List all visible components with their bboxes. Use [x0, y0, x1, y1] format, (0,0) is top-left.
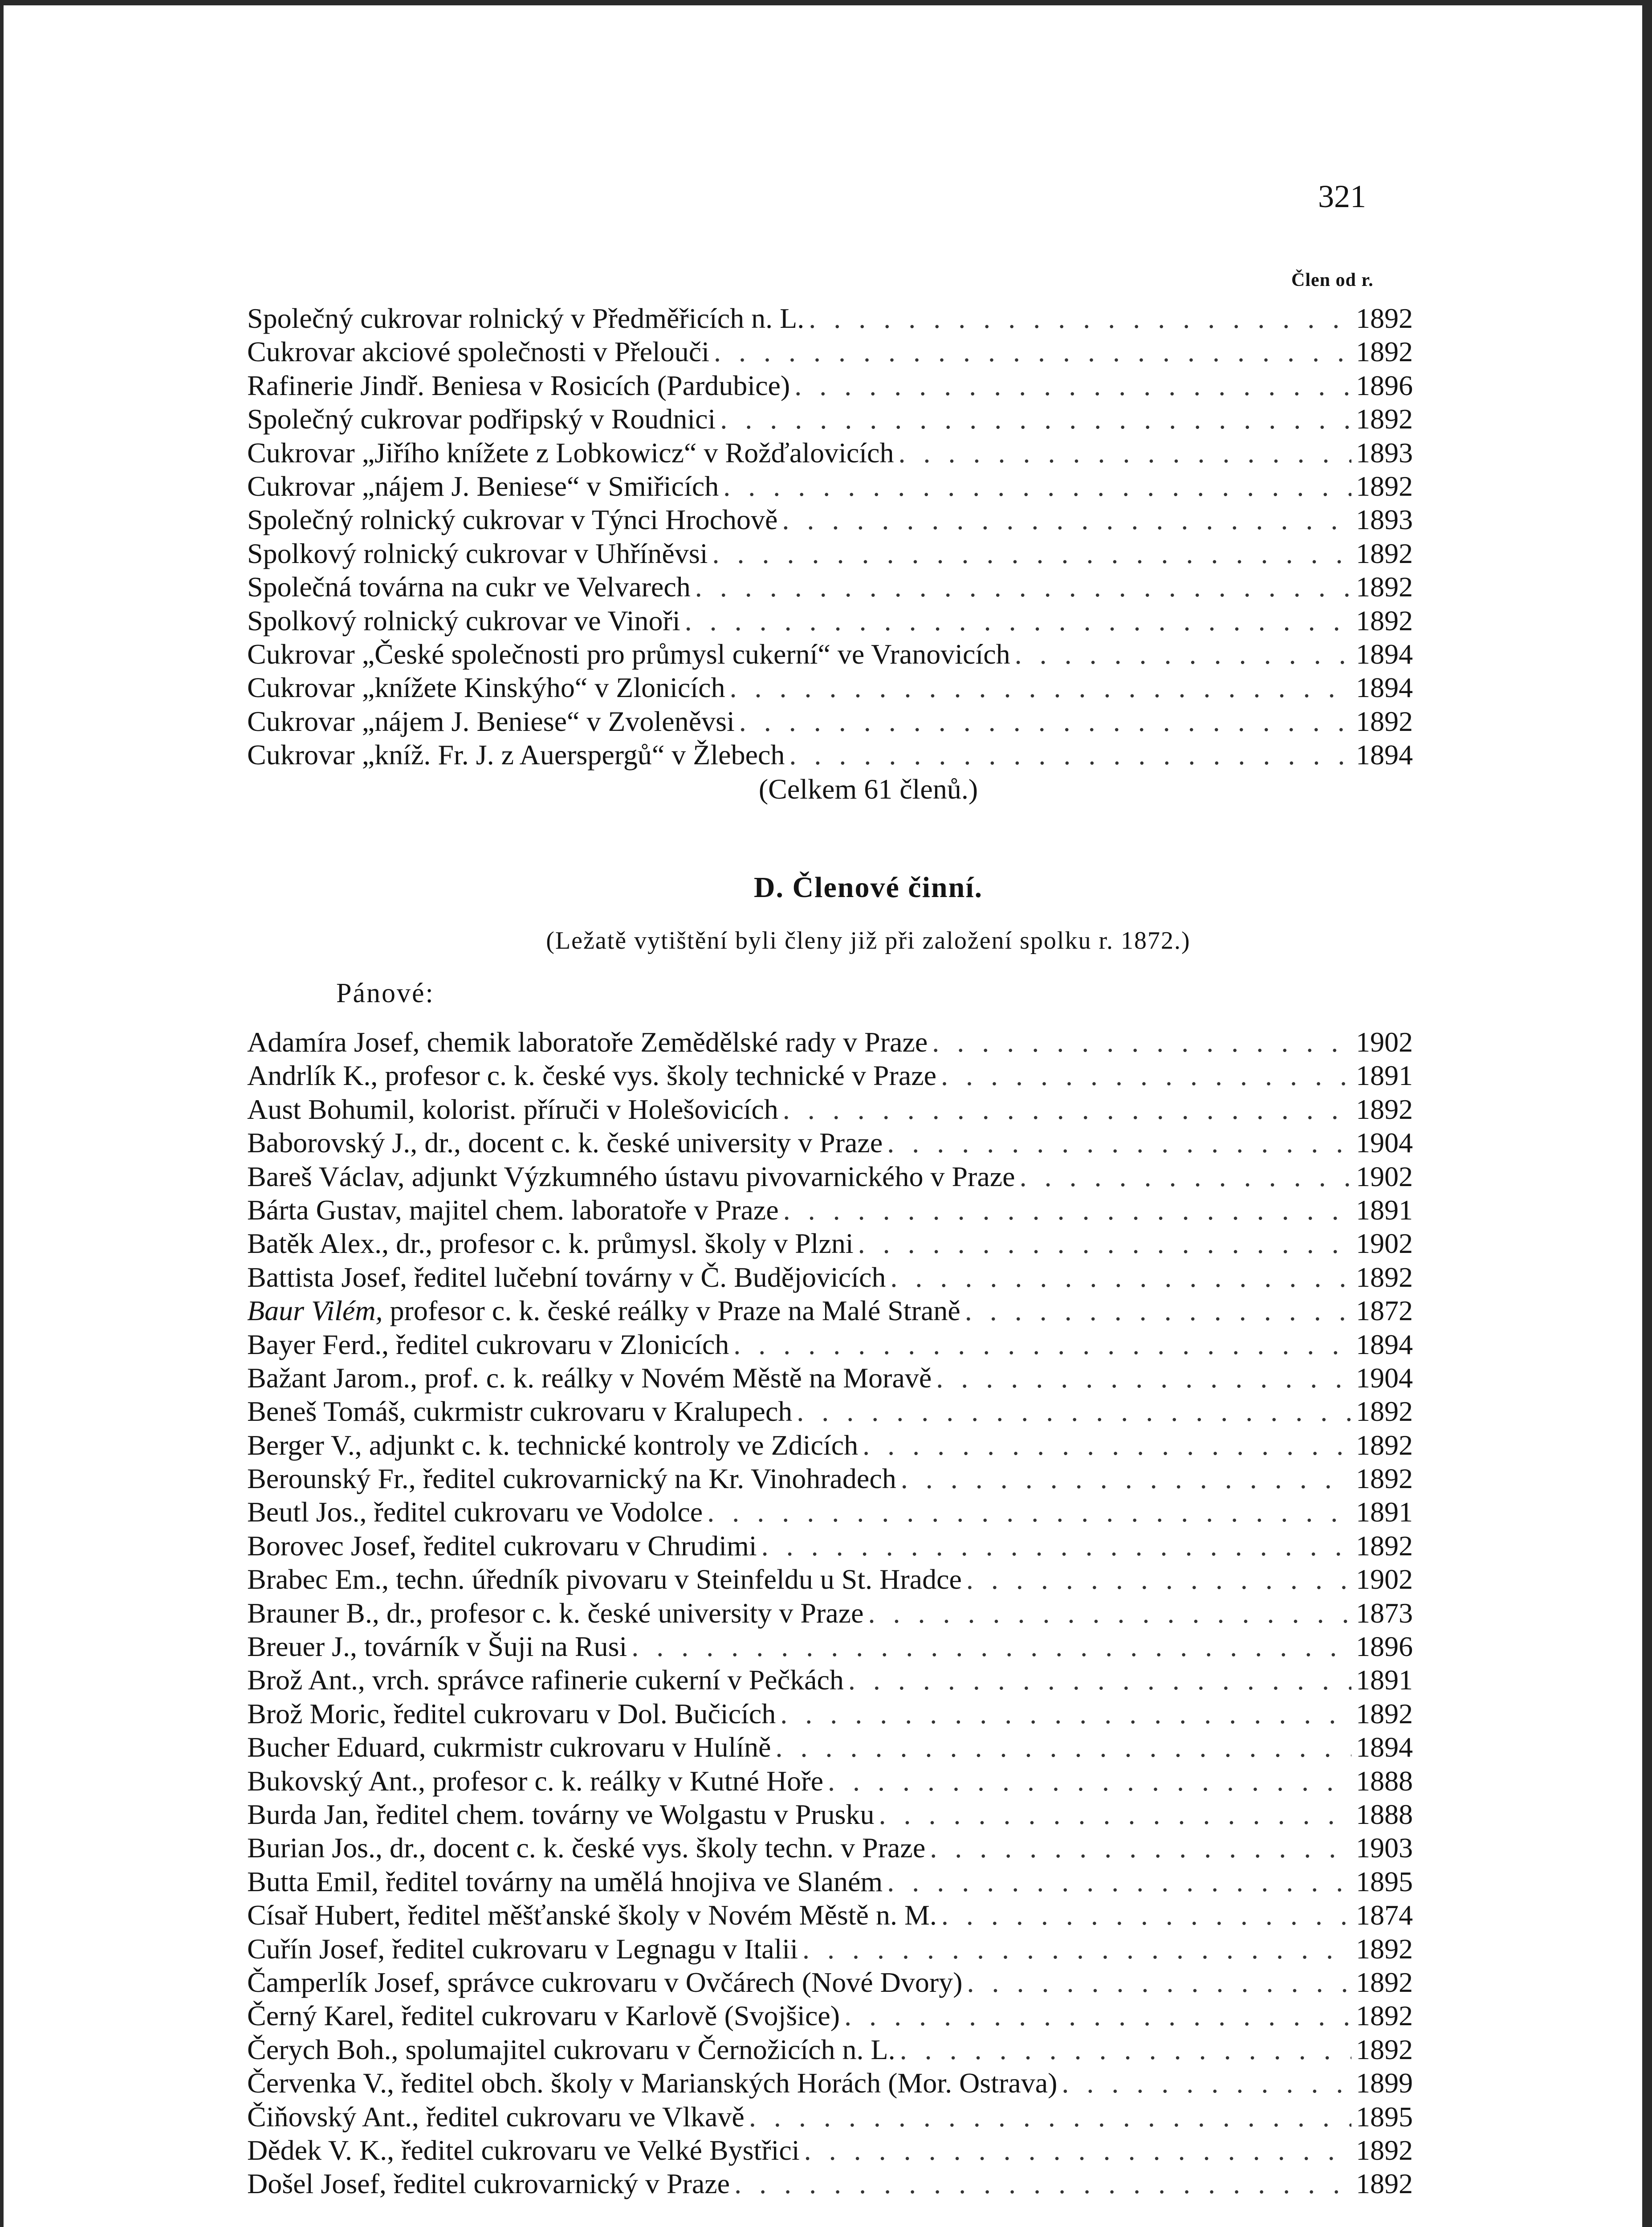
- firm-entry: [247, 738, 1413, 771]
- firm-entry: [247, 402, 1413, 436]
- active-members-list: [247, 1025, 1413, 2201]
- leader-dots: [930, 1831, 1351, 1864]
- entry-year: 1892: [1356, 537, 1413, 569]
- entry-name: Brauner B., dr., profesor c. k. české university v Praze: [247, 1597, 864, 1629]
- entry-year: 1895: [1356, 2101, 1413, 2133]
- leader-dots: [733, 1328, 1351, 1361]
- member-entry: [247, 1093, 1413, 1126]
- entry-year: 1892: [1356, 2000, 1413, 2032]
- entry-year: 1891: [1356, 1060, 1413, 1092]
- leader-dots: [712, 537, 1352, 570]
- member-entry: [247, 1160, 1413, 1193]
- salutation: Pánové:: [336, 978, 435, 1008]
- entry-year: 1894: [1356, 1328, 1413, 1360]
- entry-year: 1892: [1356, 1933, 1413, 1965]
- leader-dots: [966, 1562, 1351, 1596]
- entry-name: Dědek V. K., ředitel cukrovaru ve Velké Bystřici: [247, 2134, 800, 2166]
- leader-dots: [797, 1395, 1351, 1428]
- firm-entry: [247, 604, 1413, 637]
- leader-dots: [844, 1999, 1351, 2032]
- entry-name: Baborovský J., dr., docent c. k. české university v Praze: [247, 1127, 883, 1159]
- entry-year: 1892: [1356, 705, 1413, 737]
- entry-year: 1904: [1356, 1127, 1413, 1159]
- member-entry: [247, 1328, 1413, 1361]
- entry-name: Společný cukrovar podřipský v Roudnici: [247, 403, 716, 435]
- entry-name: Společný cukrovar rolnický v Předměřicích n. L.: [247, 302, 805, 334]
- entry-name: Bárta Gustav, majitel chem. laboratoře v Praze: [247, 1194, 779, 1226]
- entry-name: Brož Moric, ředitel cukrovaru v Dol. Bučicích: [247, 1697, 776, 1729]
- entry-name: Borovec Josef, ředitel cukrovaru v Chrudimi: [247, 1530, 757, 1562]
- member-entry: [247, 1227, 1413, 1260]
- firm-entry: [247, 335, 1413, 368]
- leader-dots: [848, 1663, 1351, 1697]
- leader-dots: [794, 369, 1351, 402]
- leader-dots: [1062, 2066, 1351, 2100]
- entry-year: 1892: [1356, 2134, 1413, 2166]
- entry-year: 1894: [1356, 739, 1413, 771]
- firm-entry: [247, 503, 1413, 536]
- section-title: D. Členové činní.: [753, 871, 983, 904]
- entry-name: Cuřín Josef, ředitel cukrovaru v Legnagu v Italii: [247, 1933, 798, 1965]
- member-entry: [247, 2100, 1413, 2133]
- member-entry: [247, 1831, 1413, 1864]
- entry-year: 1896: [1356, 1631, 1413, 1663]
- leader-dots: [1020, 1160, 1351, 1193]
- section-note: (Ležatě vytištění byli členy již při založení spolku r. 1872.): [546, 927, 1191, 954]
- entry-year: 1892: [1356, 1697, 1413, 1729]
- member-entry: [247, 1865, 1413, 1898]
- entry-name: Došel Josef, ředitel cukrovarnický v Praze: [247, 2168, 730, 2200]
- entry-name: Spolkový rolnický cukrovar v Uhříněvsi: [247, 537, 708, 569]
- scan-edge-top: [0, 0, 1652, 5]
- entry-name-italic: Baur Vilém,: [247, 1295, 383, 1327]
- leader-dots: [967, 1966, 1352, 1999]
- member-entry: [247, 1663, 1413, 1697]
- member-entry: [247, 1462, 1413, 1495]
- entry-name: Čamperlík Josef, správce cukrovaru v Ovčárech (Nové Dvory): [247, 1966, 963, 1998]
- entry-name: Bareš Václav, adjunkt Výzkumného ústavu pivovarnického v Praze: [247, 1160, 1015, 1192]
- firm-entry: [247, 436, 1413, 469]
- leader-dots: [780, 1697, 1351, 1730]
- leader-dots: [729, 671, 1351, 704]
- member-entry: [247, 1798, 1413, 1831]
- member-entry: [247, 1966, 1413, 1999]
- leader-dots: [734, 2167, 1351, 2200]
- leader-dots: [707, 1495, 1351, 1529]
- page-number: 321: [1318, 179, 1366, 214]
- member-entry: [247, 1294, 1413, 1327]
- entry-year: 1872: [1356, 1295, 1413, 1327]
- leader-dots: [783, 1193, 1351, 1227]
- entry-name: Císař Hubert, ředitel měšťanské školy v Novém Městě n. M.: [247, 1899, 937, 1931]
- entry-name: Spolkový rolnický cukrovar ve Vinoři: [247, 604, 680, 636]
- leader-dots: [739, 705, 1351, 738]
- leader-dots: [863, 1428, 1351, 1462]
- leader-dots: [932, 1025, 1351, 1059]
- member-entry: [247, 1361, 1413, 1395]
- leader-dots: [965, 1294, 1351, 1327]
- entry-year: 1904: [1356, 1362, 1413, 1394]
- leader-dots: [749, 2100, 1351, 2133]
- entry-year: 1892: [1356, 470, 1413, 502]
- entry-name: Červenka V., ředitel obch. školy v Marianských Horách (Mor. Ostrava): [247, 2067, 1058, 2099]
- leader-dots: [936, 1361, 1351, 1395]
- entry-name: Bayer Ferd., ředitel cukrovaru v Zlonicích: [247, 1328, 729, 1360]
- entry-name: Burian Jos., dr., docent c. k. české vys. školy techn. v Praze: [247, 1832, 926, 1864]
- leader-dots: [901, 1462, 1351, 1495]
- entry-name: Černý Karel, ředitel cukrovaru v Karlově (Svojšice): [247, 2000, 840, 2032]
- entry-year: 1891: [1356, 1194, 1413, 1226]
- leader-dots: [898, 436, 1351, 469]
- entry-year: 1892: [1356, 1966, 1413, 1998]
- entry-year: 1902: [1356, 1026, 1413, 1058]
- entry-name-rest: profesor c. k. české reálky v Praze na Malé Straně: [382, 1295, 960, 1327]
- entry-year: 1892: [1356, 2033, 1413, 2065]
- entry-name: Berger V., adjunkt c. k. technické kontroly ve Zdicích: [247, 1429, 859, 1461]
- entry-year: 1899: [1356, 2067, 1413, 2099]
- member-entry: [247, 1999, 1413, 2032]
- member-entry: [247, 2167, 1413, 2200]
- entry-name: Cukrovar „kníž. Fr. J. z Auerspergů“ v Žlebech: [247, 739, 785, 771]
- entry-name: Beneš Tomáš, cukrmistr cukrovaru v Kralupech: [247, 1395, 793, 1428]
- member-entry: [247, 1562, 1413, 1596]
- firm-entry: [247, 369, 1413, 402]
- entry-name: Brabec Em., techn. úředník pivovaru v Steinfeldu u St. Hradce: [247, 1563, 962, 1595]
- entry-year: 1892: [1356, 571, 1413, 603]
- entry-name: Cukrovar „nájem J. Beniese“ v Smiřicích: [247, 470, 719, 502]
- entry-name: Cukrovar akciové společnosti v Přelouči: [247, 336, 709, 368]
- entry-name: Bukovský Ant., profesor c. k. reálky v Kutné Hoře: [247, 1765, 823, 1797]
- firm-entry: [247, 671, 1413, 704]
- member-entry: [247, 2066, 1413, 2100]
- entry-name: Aust Bohumil, kolorist. příruči v Holešovicích: [247, 1093, 778, 1125]
- member-entry: [247, 1630, 1413, 1663]
- firm-entry: [247, 302, 1413, 335]
- entry-year: 1891: [1356, 1664, 1413, 1696]
- entry-name: Cukrovar „Jiřího knížete z Lobkowicz“ v Rožďalovicích: [247, 436, 894, 469]
- entry-name: Bažant Jarom., prof. c. k. reálky v Novém Městě na Moravě: [247, 1362, 932, 1394]
- leader-dots: [868, 1596, 1351, 1630]
- entry-year: 1892: [1356, 604, 1413, 636]
- leader-dots: [720, 402, 1351, 436]
- leader-dots: [714, 335, 1351, 368]
- firm-entry: [247, 637, 1413, 671]
- entry-name: Adamíra Josef, chemik laboratoře Zemědělské rady v Praze: [247, 1026, 928, 1058]
- entry-name: Bucher Eduard, cukrmistr cukrovaru v Hulíně: [247, 1731, 771, 1763]
- firms-total: (Celkem 61 členů.): [758, 773, 978, 805]
- entry-year: 1892: [1356, 1429, 1413, 1461]
- entry-name: Butta Emil, ředitel továrny na umělá hnojiva ve Slaném: [247, 1865, 883, 1897]
- leader-dots: [761, 1529, 1351, 1562]
- firm-entry: [247, 570, 1413, 604]
- entry-year: 1895: [1356, 1865, 1413, 1897]
- firm-entry: [247, 537, 1413, 570]
- member-entry: [247, 1025, 1413, 1059]
- entry-year: 1894: [1356, 672, 1413, 704]
- entry-name: Čiňovský Ant., ředitel cukrovaru ve Vlkavě: [247, 2101, 745, 2133]
- leader-dots: [776, 1730, 1351, 1764]
- entry-name: Berounský Fr., ředitel cukrovarnický na Kr. Vinohradech: [247, 1463, 896, 1495]
- entry-year: 1892: [1356, 403, 1413, 435]
- member-entry: [247, 1596, 1413, 1630]
- entry-year: 1902: [1356, 1228, 1413, 1260]
- entry-year: 1892: [1356, 1530, 1413, 1562]
- entry-year: 1892: [1356, 1093, 1413, 1125]
- leader-dots: [890, 1260, 1351, 1294]
- leader-dots: [789, 738, 1351, 771]
- member-entry: [247, 1260, 1413, 1294]
- leader-dots: [782, 503, 1351, 536]
- entry-year: 1902: [1356, 1160, 1413, 1192]
- entry-year: 1896: [1356, 369, 1413, 401]
- firm-entry: [247, 469, 1413, 503]
- leader-dots: [783, 1093, 1351, 1126]
- entry-name: Breuer J., továrník v Šuji na Rusi: [247, 1631, 627, 1663]
- entry-year: 1892: [1356, 1463, 1413, 1495]
- entry-year: 1893: [1356, 436, 1413, 469]
- member-entry: [247, 1428, 1413, 1462]
- entry-year: 1894: [1356, 638, 1413, 670]
- leader-dots: [858, 1227, 1351, 1260]
- member-entry: [247, 1932, 1413, 1966]
- entry-name: Rafinerie Jindř. Beniesa v Rosicích (Pardubice): [247, 369, 790, 401]
- member-entry: [247, 1764, 1413, 1798]
- entry-name: Batěk Alex., dr., profesor c. k. průmysl. školy v Plzni: [247, 1228, 854, 1260]
- leader-dots: [828, 1764, 1351, 1798]
- entry-name: Čerych Boh., spolumajitel cukrovaru v Černožicích n. L.: [247, 2033, 895, 2065]
- member-entry: [247, 1193, 1413, 1227]
- leader-dots: [804, 2133, 1351, 2167]
- leader-dots: [941, 1898, 1351, 1932]
- member-entry: [247, 1126, 1413, 1159]
- entry-name: [247, 1294, 960, 1327]
- entry-name: Cukrovar „České společnosti pro průmysl cukerní“ ve Vranovicích: [247, 638, 1010, 670]
- member-entry: [247, 1697, 1413, 1730]
- entry-year: 1894: [1356, 1731, 1413, 1763]
- firm-entry: [247, 705, 1413, 738]
- entry-year: 1873: [1356, 1597, 1413, 1629]
- leader-dots: [631, 1630, 1351, 1663]
- entry-name: Cukrovar „nájem J. Beniese“ v Zvoleněvsi: [247, 705, 735, 737]
- scan-edge-right: [1642, 0, 1652, 2227]
- entry-name: Beutl Jos., ředitel cukrovaru ve Vodolce: [247, 1496, 703, 1528]
- entry-year: 1893: [1356, 504, 1413, 536]
- entry-year: 1902: [1356, 1563, 1413, 1595]
- entry-year: 1892: [1356, 1261, 1413, 1293]
- scan-edge-left: [0, 0, 4, 2227]
- entry-year: 1892: [1356, 336, 1413, 368]
- entry-year: 1888: [1356, 1765, 1413, 1797]
- entry-year: 1892: [1356, 2168, 1413, 2200]
- leader-dots: [802, 1932, 1351, 1966]
- leader-dots: [900, 2033, 1351, 2066]
- member-entry: [247, 1730, 1413, 1764]
- leader-dots: [941, 1059, 1351, 1092]
- leader-dots: [723, 469, 1351, 503]
- member-firms-list: [247, 302, 1413, 771]
- entry-year: 1903: [1356, 1832, 1413, 1864]
- leader-dots: [685, 604, 1351, 637]
- entry-name: Brož Ant., vrch. správce rafinerie cukerní v Pečkách: [247, 1664, 844, 1696]
- entry-name: Andrlík K., profesor c. k. české vys. školy technické v Praze: [247, 1060, 936, 1092]
- member-entry: [247, 1898, 1413, 1932]
- member-entry: [247, 1495, 1413, 1529]
- entry-name: Burda Jan, ředitel chem. továrny ve Wolgastu v Prusku: [247, 1798, 875, 1830]
- member-entry: [247, 1529, 1413, 1562]
- entry-year: 1892: [1356, 1395, 1413, 1428]
- entry-year: 1891: [1356, 1496, 1413, 1528]
- column-header-member-since: Člen od r.: [1291, 270, 1374, 290]
- entry-name: Battista Josef, ředitel lučební továrny v Č. Budějovicích: [247, 1261, 886, 1293]
- member-entry: [247, 1059, 1413, 1092]
- leader-dots: [1015, 637, 1351, 671]
- leader-dots: [695, 570, 1351, 604]
- leader-dots: [879, 1798, 1352, 1831]
- entry-name: Společný rolnický cukrovar v Týnci Hrochově: [247, 504, 778, 536]
- leader-dots: [887, 1865, 1351, 1898]
- member-entry: [247, 1395, 1413, 1428]
- entry-name: Společná továrna na cukr ve Velvarech: [247, 571, 691, 603]
- entry-year: 1892: [1356, 302, 1413, 334]
- entry-year: 1874: [1356, 1899, 1413, 1931]
- entry-name: Cukrovar „knížete Kinskýho“ v Zlonicích: [247, 672, 725, 704]
- member-entry: [247, 2033, 1413, 2066]
- leader-dots: [809, 302, 1351, 335]
- leader-dots: [887, 1126, 1351, 1159]
- entry-year: 1888: [1356, 1798, 1413, 1830]
- member-entry: [247, 2133, 1413, 2167]
